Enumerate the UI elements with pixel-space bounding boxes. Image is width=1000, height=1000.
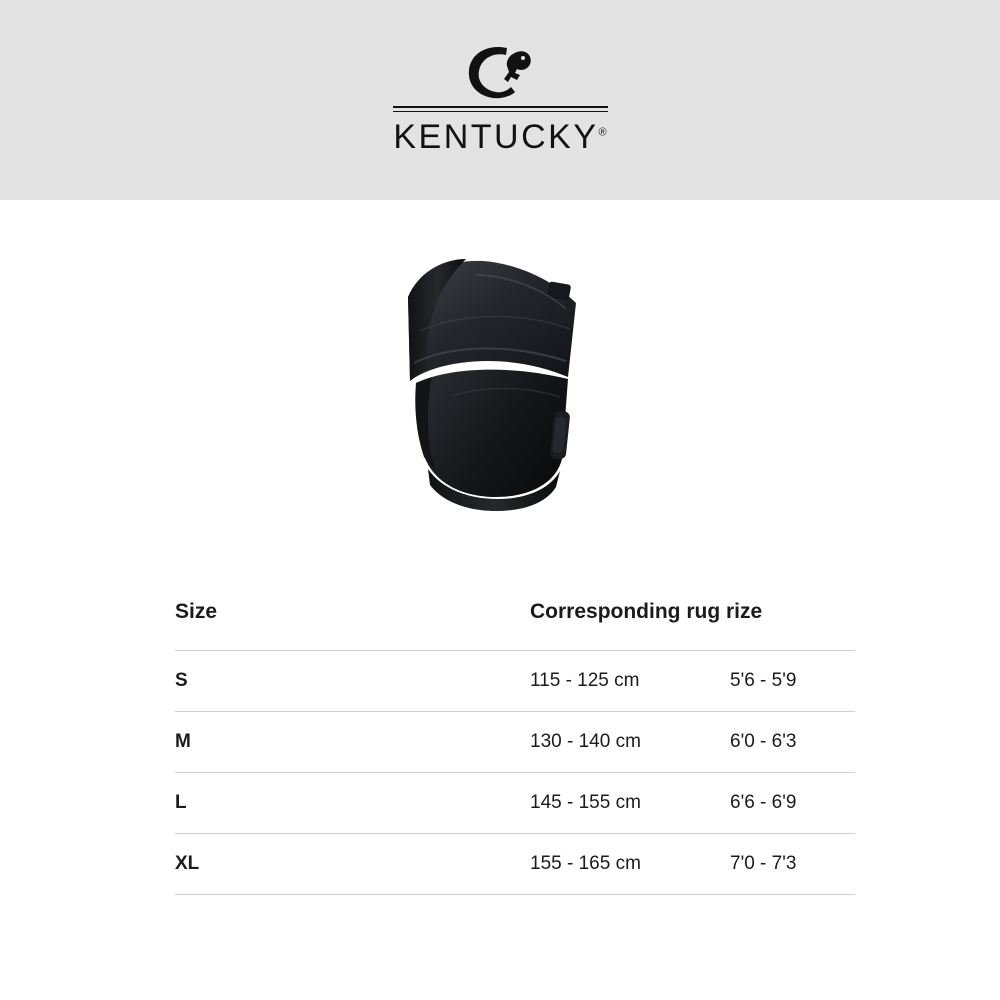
registered-mark: ® bbox=[598, 126, 607, 139]
product-photo bbox=[380, 245, 610, 515]
kentucky-horse-rider-monogram-icon bbox=[370, 42, 630, 104]
cell-size-cm: 145 - 155 cm bbox=[530, 792, 641, 813]
brand-wordmark bbox=[393, 118, 606, 157]
table-row bbox=[175, 711, 855, 772]
header-band bbox=[0, 0, 1000, 200]
table-row bbox=[175, 650, 855, 711]
cell-size-cm: 130 - 140 cm bbox=[530, 731, 641, 752]
table-row bbox=[175, 772, 855, 833]
table-row bbox=[175, 833, 855, 895]
cell-size: M bbox=[175, 731, 191, 752]
column-header-size: Size bbox=[175, 600, 218, 623]
column-header-corresponding-rug-size: Corresponding rug rize bbox=[530, 600, 763, 623]
cell-size-ft: 5'6 - 5'9 bbox=[730, 670, 797, 691]
cell-size-cm: 155 - 165 cm bbox=[530, 853, 641, 874]
cell-size: L bbox=[175, 792, 187, 813]
cell-size-ft: 6'0 - 6'3 bbox=[730, 731, 797, 752]
cell-size-ft: 6'6 - 6'9 bbox=[730, 792, 797, 813]
brand-logo bbox=[370, 42, 630, 157]
product-image-area bbox=[0, 200, 1000, 580]
brand-name: KENTUCKY bbox=[393, 118, 599, 156]
logo-divider-rules bbox=[393, 106, 608, 112]
cell-size: S bbox=[175, 670, 188, 691]
table-header-row bbox=[175, 600, 855, 650]
size-table bbox=[175, 600, 855, 895]
cell-size-cm: 115 - 125 cm bbox=[530, 670, 640, 691]
cell-size-ft: 7'0 - 7'3 bbox=[730, 853, 797, 874]
cell-size: XL bbox=[175, 853, 200, 874]
